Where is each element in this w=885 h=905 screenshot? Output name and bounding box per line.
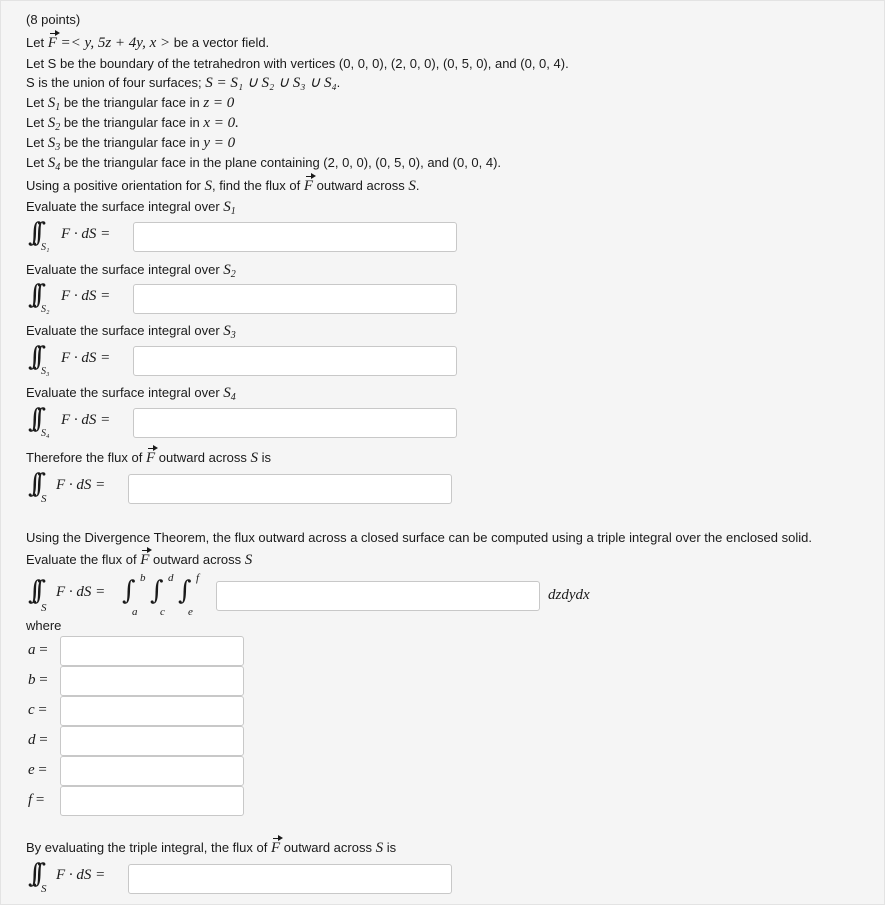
- union-line: S is the union of four surfaces; S = S₁ ∪ S₂ ∪ S₃ ∪ S₄.: [26, 75, 341, 91]
- var-f-label: f =: [28, 792, 45, 808]
- surface-integral-s1: ∫∫ S₁ F · dS =: [28, 218, 111, 253]
- total-flux-integral: ∫∫ S F · dS =: [28, 469, 106, 505]
- points-label: (8 points): [26, 12, 81, 27]
- s4-definition: Let $S_4$ be the triangular face in the plane containing (2, 0, 0), (0, 5, 0), and (0, 0, 4).: [26, 155, 502, 173]
- total-flux-label: Therefore the flux of F outward across S is: [26, 450, 272, 466]
- var-f-input[interactable]: [60, 786, 244, 816]
- var-c-label: c =: [28, 702, 47, 718]
- var-e-label: e =: [28, 762, 47, 778]
- final-flux-label: By evaluating the triple integral, the flux of F outward across S is: [26, 840, 397, 856]
- vector-field-line: Let F =< y, 5z + 4y, x > be a vector field.: [26, 35, 270, 51]
- var-a-input[interactable]: [60, 636, 244, 666]
- var-d-label: d =: [28, 732, 48, 748]
- divergence-eval-label: Evaluate the flux of F outward across S: [26, 552, 253, 568]
- orientation-line: Using a positive orientation for S, find the flux of F outward across S.: [26, 178, 420, 194]
- var-e-input[interactable]: [60, 756, 244, 786]
- eval-s2-label: Evaluate the surface integral over $S_2$: [26, 262, 236, 280]
- s1-answer-input[interactable]: [133, 222, 457, 252]
- s4-answer-input[interactable]: [133, 408, 457, 438]
- surface-integral-s3: ∫∫ S₃ F · dS =: [28, 342, 111, 377]
- eval-s1-label: Evaluate the surface integral over $S_1$: [26, 199, 236, 217]
- final-flux-integral: ∫∫ S F · dS =: [28, 859, 106, 895]
- total-flux-input[interactable]: [128, 474, 452, 504]
- surface-integral-s2: ∫∫ S₂ F · dS =: [28, 280, 111, 315]
- eval-s4-label: Evaluate the surface integral over $S_4$: [26, 385, 236, 403]
- boundary-line: Let S be the boundary of the tetrahedron with vertices (0, 0, 0), (2, 0, 0), (0, 5, 0), and (0, 0, 4).: [26, 56, 569, 71]
- s2-answer-input[interactable]: [133, 284, 457, 314]
- divergence-description: Using the Divergence Theorem, the flux outward across a closed surface can be computed using a triple integral over the enclosed solid.: [26, 530, 812, 545]
- var-a-label: a =: [28, 642, 48, 658]
- integrand-input[interactable]: [216, 581, 540, 611]
- s1-definition: Let $S_1$ be the triangular face in z = 0: [26, 95, 235, 113]
- where-label: where: [26, 618, 62, 633]
- eval-s3-label: Evaluate the surface integral over $S_3$: [26, 323, 236, 341]
- var-b-input[interactable]: [60, 666, 244, 696]
- s3-answer-input[interactable]: [133, 346, 457, 376]
- var-d-input[interactable]: [60, 726, 244, 756]
- differential-label: dzdydx: [548, 587, 590, 603]
- s2-definition: Let $S_2$ be the triangular face in x = 0.: [26, 115, 239, 133]
- surface-integral-s4: ∫∫ S₄ F · dS =: [28, 404, 111, 439]
- var-b-label: b =: [28, 672, 48, 688]
- final-flux-input[interactable]: [128, 864, 452, 894]
- s3-definition: Let $S_3$ be the triangular face in y = 0: [26, 135, 236, 153]
- var-c-input[interactable]: [60, 696, 244, 726]
- triple-integral-setup: ∫∫ S F · dS = ∫ b a ∫ d c ∫ f e: [28, 572, 200, 618]
